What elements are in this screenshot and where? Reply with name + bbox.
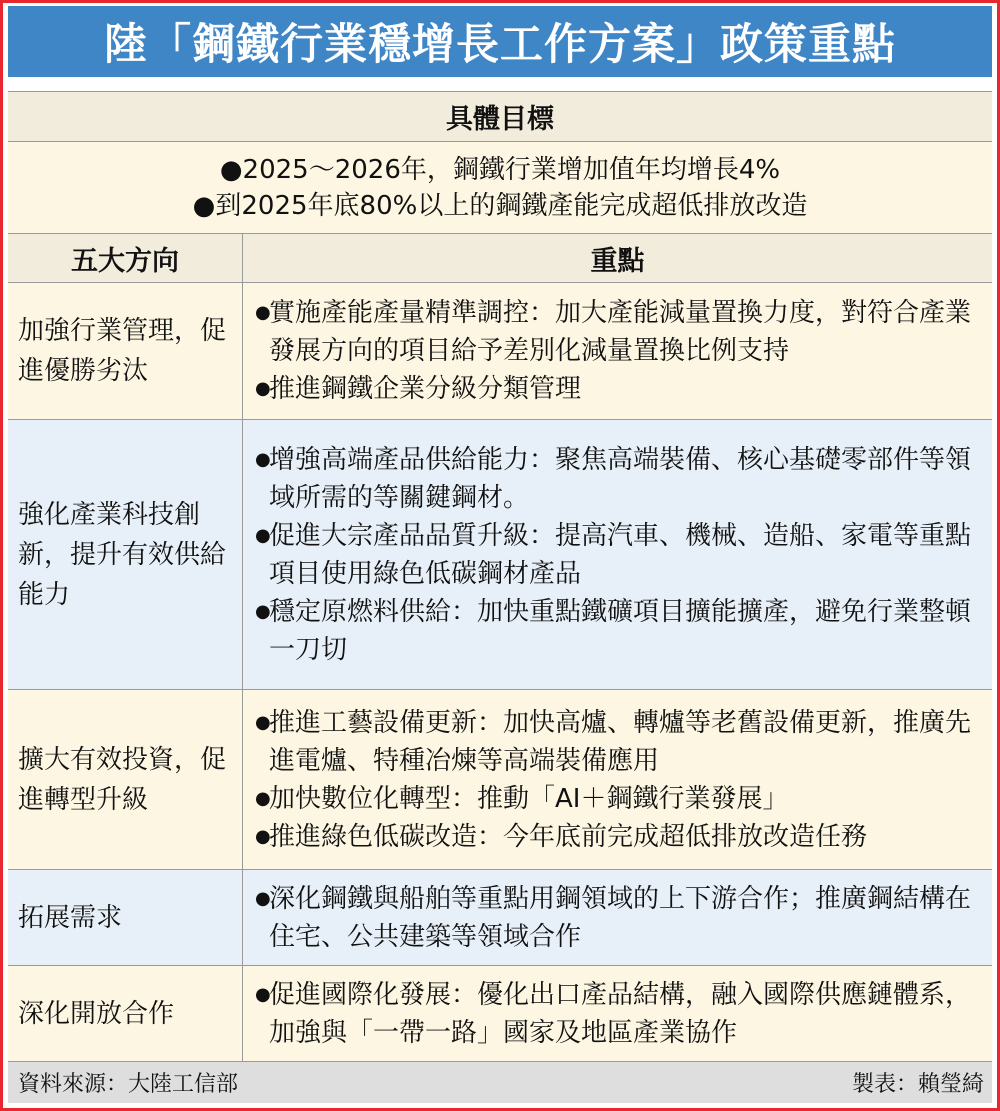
columns-header-row <box>8 234 992 283</box>
focus-point <box>255 370 984 408</box>
focus-point <box>255 880 984 956</box>
focus-point <box>255 780 984 818</box>
bullet-icon: ● <box>255 711 271 733</box>
focus-points <box>243 420 992 689</box>
focus-point <box>255 294 984 370</box>
direction-rows <box>8 283 992 1062</box>
direction-label: 擴大有效投資，促進轉型升級 <box>8 690 243 869</box>
focus-point <box>255 976 984 1052</box>
focus-points <box>243 870 992 965</box>
focus-points <box>243 283 992 419</box>
bullet-icon: ● <box>255 887 271 909</box>
page-title: 陸「鋼鐵行業穩增長工作方案」政策重點 <box>8 6 992 77</box>
focus-point-text: 增強高端產品供給能力：聚焦高端裝備、核心基礎零部件等領域所需的等關鍵鋼材。 <box>269 444 972 513</box>
bullet-icon: ● <box>255 600 271 622</box>
goal-item: ●2025～2026年，鋼鐵行業增加值年均增長4% <box>219 154 781 185</box>
bullet-icon: ● <box>255 448 271 470</box>
focus-point <box>255 704 984 780</box>
focus-point <box>255 517 984 593</box>
column-header-focus: 重點 <box>590 245 645 277</box>
bullet-icon: ● <box>255 825 271 847</box>
focus-point-text: 促進國際化發展：優化出口產品結構，融入國際供應鏈體系，加強與「一帶一路」國家及地區產業協作 <box>269 979 972 1048</box>
focus-points <box>243 690 992 869</box>
goals-header: 具體目標 <box>446 104 554 135</box>
bullet-icon: ● <box>255 378 271 399</box>
focus-point-text: 深化鋼鐵與船舶等重點用鋼領域的上下游合作；推廣鋼結構在住宅、公共建築等領域合作 <box>269 883 972 952</box>
direction-label: 深化開放合作 <box>8 966 243 1061</box>
source-credit: 資料來源：大陸工信部 <box>18 1072 239 1097</box>
direction-label: 拓展需求 <box>8 870 243 965</box>
direction-row <box>8 283 992 420</box>
direction-row <box>8 870 992 966</box>
focus-point <box>255 818 984 856</box>
direction-label: 強化產業科技創新，提升有效供給能力 <box>8 420 243 689</box>
focus-point-text: 推進綠色低碳改造：今年底前完成超低排放改造任務 <box>269 821 868 852</box>
goals-header-row <box>8 92 992 142</box>
focus-point-text: 推進工藝設備更新：加快高爐、轉爐等老舊設備更新，推廣先進電爐、特種冶煉等高端裝備應用 <box>269 707 972 776</box>
bullet-icon: ● <box>255 983 271 1005</box>
direction-row <box>8 420 992 690</box>
focus-point-text: 促進大宗產品品質升級：提高汽車、機械、造船、家電等重點項目使用綠色低碳鋼材產品 <box>269 520 972 589</box>
focus-point-text: 推進鋼鐵企業分級分類管理 <box>269 374 582 404</box>
focus-point-text: 加快數位化轉型：推動「AI＋鋼鐵行業發展」 <box>269 783 789 814</box>
policy-table <box>8 91 992 1103</box>
bullet-icon: ● <box>255 302 271 323</box>
focus-point <box>255 593 984 669</box>
focus-point-text: 穩定原燃料供給：加快重點鐵礦項目擴能擴產，避免行業整頓一刀切 <box>269 596 972 665</box>
direction-row <box>8 966 992 1062</box>
focus-points <box>243 966 992 1061</box>
direction-row <box>8 690 992 870</box>
column-header-directions: 五大方向 <box>8 234 243 282</box>
bullet-icon: ● <box>255 787 271 809</box>
focus-point-text: 實施產能產量精準調控：加大產能減量置換力度，對符合產業發展方向的項目給予差別化減量置換比例支持 <box>269 298 972 366</box>
footer <box>8 1062 992 1103</box>
goals-body <box>8 142 992 234</box>
direction-label: 加強行業管理，促進優勝劣汰 <box>8 283 243 419</box>
goal-item: ●到2025年底80%以上的鋼鐵產能完成超低排放改造 <box>192 190 808 221</box>
maker-credit: 製表：賴瑩綺 <box>851 1072 984 1097</box>
focus-point <box>255 441 984 517</box>
bullet-icon: ● <box>255 524 271 546</box>
